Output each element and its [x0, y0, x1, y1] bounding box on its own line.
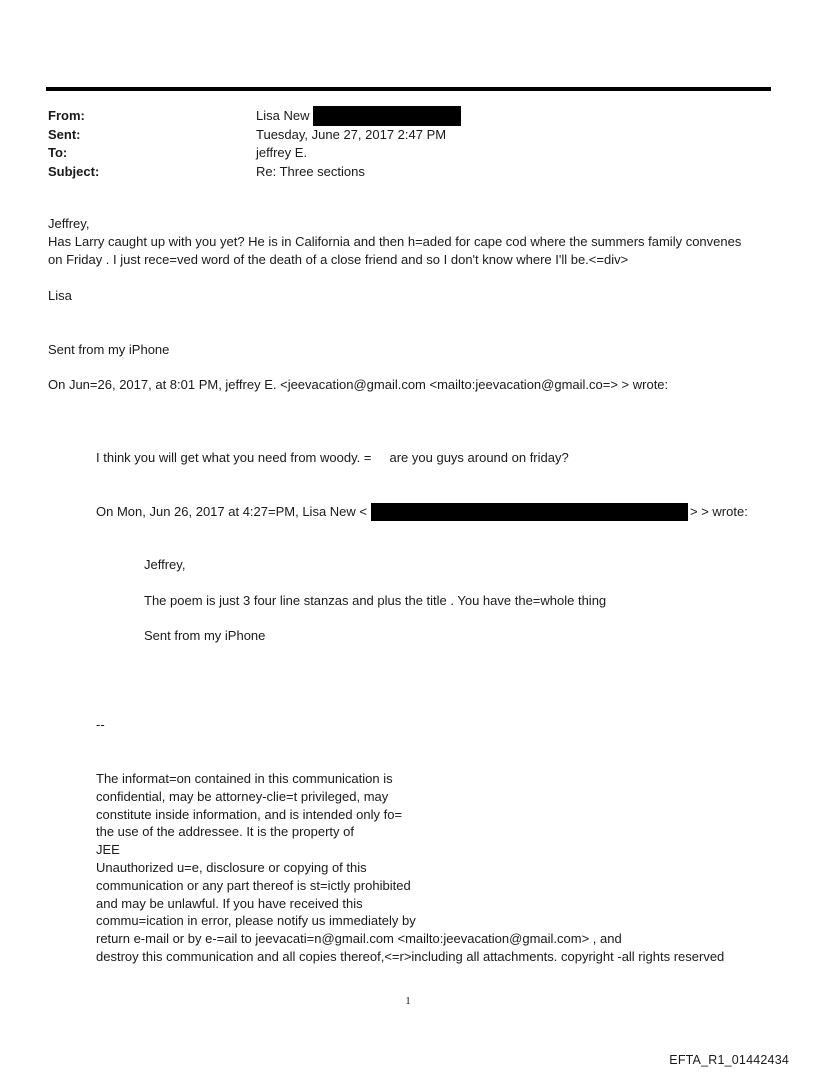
notice-line: JEE	[96, 842, 120, 858]
subject-value: Re: Three sections	[256, 163, 365, 179]
notice-line: Unauthorized u=e, disclosure or copying of this	[96, 859, 367, 875]
from-label: From:	[48, 108, 85, 123]
reply-body-line-1: Has Larry caught up with you yet? He is in California and then h=aded for cape cod where the summers family convenes	[48, 234, 742, 249]
subject-label: Subject:	[48, 163, 100, 179]
from-value: Lisa New	[256, 108, 310, 123]
notice-line: commu=ication in error, please notify us immediately by	[96, 913, 416, 929]
reply-greeting: Jeffrey,	[48, 216, 90, 231]
page-number: 1	[405, 995, 411, 1007]
redaction-box	[313, 106, 461, 126]
to-row	[48, 144, 768, 163]
quote2-greeting: Jeffrey,	[144, 557, 186, 572]
notice-line: The informat=on contained in this communication is	[96, 771, 393, 786]
sent-value: Tuesday, June 27, 2017 2:47 PM	[256, 126, 447, 142]
quote1-body: I think you will get what you need from woody. = are you guys around on friday?	[96, 450, 569, 465]
separator: --	[96, 717, 105, 732]
reply-body-line-2: on Friday . I just rece=ved word of the death of a close friend and so I don't know where I'll be.<=div>	[48, 252, 629, 267]
header-rule	[46, 87, 771, 91]
notice-line: confidential, may be attorney-clie=t privileged, may	[96, 788, 389, 804]
confidentiality-notice	[96, 770, 766, 966]
to-label: To:	[48, 145, 68, 160]
email-header	[48, 107, 768, 181]
subject-row	[48, 163, 768, 182]
notice-line: the use of the addressee. It is the property of	[96, 824, 354, 840]
notice-line: return e-mail or by e-=ail to jeevacati=n@gmail.com <mailto:jeevacation@gmail.com> , and	[96, 931, 622, 947]
quote-intro: On Jun=26, 2017, at 8:01 PM, jeffrey E. <jeevacation@gmail.com <mailto:jeevacation@gmail.co=> > wrote:	[48, 377, 669, 392]
sent-row	[48, 126, 768, 145]
quote1-intro	[96, 503, 748, 521]
quote1-intro-prefix: On Mon, Jun 26, 2017 at 4:27=PM, Lisa New <	[96, 504, 367, 519]
notice-line: constitute inside information, and is intended only fo=	[96, 806, 403, 822]
quote1-intro-suffix: > > wrote:	[690, 504, 748, 519]
notice-line: communication or any part thereof is st=ictly prohibited	[96, 877, 411, 893]
reply-signoff: Lisa	[48, 288, 72, 303]
redaction-box	[371, 503, 688, 521]
sent-label: Sent:	[48, 126, 81, 142]
bates-stamp: EFTA_R1_01442434	[669, 1053, 789, 1067]
notice-line: and may be unlawful. If you have received this	[96, 895, 363, 911]
to-value: jeffrey E.	[256, 145, 308, 160]
from-row	[48, 107, 768, 126]
reply-signature: Sent from my iPhone	[48, 342, 170, 357]
quote2-signature: Sent from my iPhone	[144, 628, 266, 643]
quote2-body: The poem is just 3 four line stanzas and plus the title . You have the=whole thing	[144, 593, 607, 608]
notice-line: destroy this communication and all copies thereof,<=r>including all attachments. copyright -all rights reserved	[96, 948, 725, 964]
